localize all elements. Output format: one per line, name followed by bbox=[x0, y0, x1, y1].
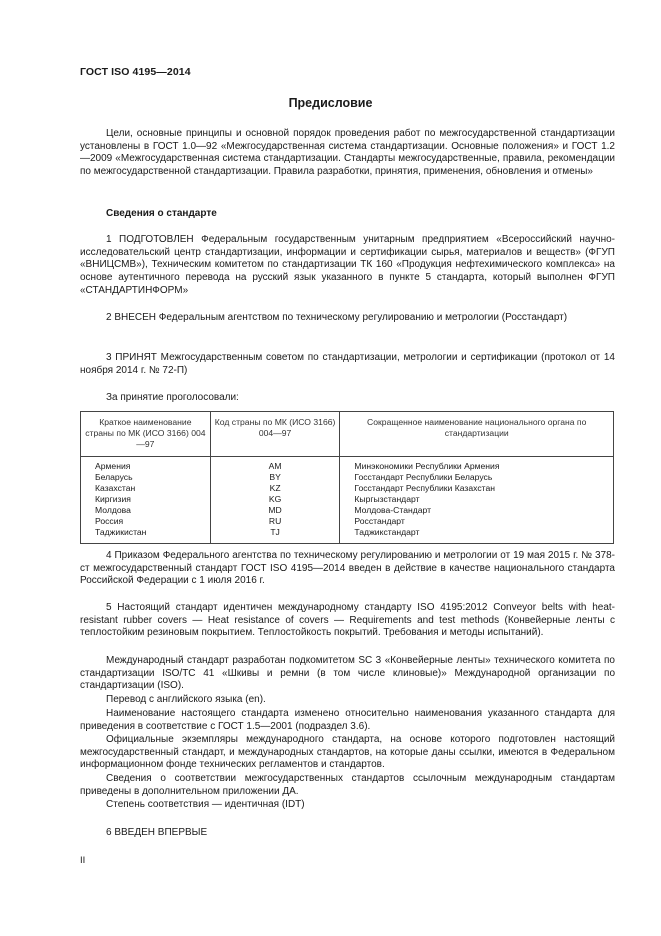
page-title: Предисловие bbox=[288, 96, 373, 110]
national-body-column bbox=[340, 457, 614, 544]
document-code-header: ГОСТ ISO 4195—2014 bbox=[80, 66, 191, 78]
table-cell: Таджикистан bbox=[95, 527, 147, 537]
item-4-paragraph: 4 Приказом Федерального агентства по техническому регулированию и метрологии от 19 мая 2015 г. № 378-ст межгосударственный стандарт ГОСТ ISO 4195—2014 введен в действие в качестве национального стандарта Российской Федерации с 1 июля 2016 г. bbox=[80, 550, 615, 587]
header-national-body: Сокращенное наименование национального органа по стандартизации bbox=[340, 412, 614, 457]
item-5-translation-paragraph: Перевод с английского языка (en). bbox=[106, 694, 266, 705]
page-number: II bbox=[80, 855, 86, 866]
item-5-correspondence-paragraph: Сведения о соответствии межгосударственных стандартов ссылочным международным стандартам приведены в дополнительном приложении ДА. bbox=[80, 773, 615, 797]
item-5-subcommittee-paragraph: Международный стандарт разработан подкомитетом SC 3 «Конвейерные ленты» технического комитета по стандартизации ISO/TC 41 «Шкивы и ремни (в том числе клиновые)» Международной организации по стандартизации (ISO). bbox=[80, 655, 615, 692]
table-cell: MD bbox=[268, 505, 282, 515]
table-cell: Кыргызстандарт bbox=[354, 494, 420, 504]
vote-table bbox=[80, 411, 614, 544]
table-cell: TJ bbox=[270, 527, 280, 537]
header-country-code: Код страны по МК (ИСО 3166) 004—97 bbox=[210, 412, 340, 457]
table-cell: Молдова-Стандарт bbox=[354, 505, 432, 515]
table-cell: Таджикстандарт bbox=[354, 527, 420, 537]
table-cell: Молдова bbox=[95, 505, 131, 515]
vote-table-header-row bbox=[81, 412, 614, 457]
table-cell: KG bbox=[268, 494, 282, 504]
table-cell: Минэкономики Республики Армения bbox=[354, 461, 500, 471]
item-5-degree-paragraph: Степень соответствия — идентичная (IDT) bbox=[106, 799, 305, 810]
section-title: Сведения о стандарте bbox=[106, 208, 217, 219]
header-country-name: Краткое наименование страны по МК (ИСО 3166) 004—97 bbox=[81, 412, 211, 457]
table-cell: BY bbox=[269, 472, 281, 482]
table-cell: KZ bbox=[269, 483, 281, 493]
table-cell: Госстандарт Республики Беларусь bbox=[354, 472, 493, 482]
item-5-name-change-paragraph: Наименование настоящего стандарта изменено относительно наименования указанного стандарта для приведения в соответствие с ГОСТ 1.5—2001 (подраздел 3.6). bbox=[80, 708, 615, 732]
item-3-paragraph: 3 ПРИНЯТ Межгосударственным советом по стандартизации, метрологии и сертификации (протокол от 14 ноября 2014 г. № 72-П) bbox=[80, 352, 615, 376]
item-6-paragraph: 6 ВВЕДЕН ВПЕРВЫЕ bbox=[106, 827, 208, 838]
table-cell: Росстандарт bbox=[354, 516, 405, 526]
item-5-official-copies-paragraph: Официальные экземпляры международного стандарта, на основе которого подготовлен настоящий межгосударственный стандарт, и международных стандартов, на которые даны ссылки, имеются в Федеральном информационном фонде технических регламентов и стандартов. bbox=[80, 734, 615, 771]
table-cell: Казахстан bbox=[95, 483, 136, 493]
table-cell: Киргизия bbox=[95, 494, 131, 504]
table-cell: RU bbox=[268, 516, 282, 526]
table-cell: AM bbox=[268, 461, 282, 471]
item-2-paragraph: 2 ВНЕСЕН Федеральным агентством по техническому регулированию и метрологии (Росстандарт) bbox=[106, 312, 568, 323]
item-1-paragraph: 1 ПОДГОТОВЛЕН Федеральным государственным унитарным предприятием «Всероссийский научно-исследовательский центр стандартизации, информации и сертификации сырья, материалов и веществ» (ФГУП «ВНИЦСМВ»), Техническим комитетом по стандартизации ТК 160 «Продукция нефтехимического комплекса» на основе аутентичного перевода на русский язык указанного в пункте 5 стандарта, который выполнен ФГУП «СТАНДАРТИНФОРМ» bbox=[80, 234, 615, 296]
intro-paragraph: Цели, основные принципы и основной порядок проведения работ по межгосударственной стандартизации установлены в ГОСТ 1.0—92 «Межгосударственная система стандартизации. Основные положения» и ГОСТ 1.2—2009 «Межгосударственная система стандартизации. Стандарты межгосударственные, правила, рекомендации по межгосударственной стандартизации. Правила разработки, принятия, применения, обновления и отмены» bbox=[80, 128, 615, 178]
vote-label: За принятие проголосовали: bbox=[106, 392, 239, 403]
table-cell: Беларусь bbox=[95, 472, 133, 482]
table-cell: Россия bbox=[95, 516, 124, 526]
country-code-column bbox=[210, 457, 340, 544]
table-cell: Госстандарт Республики Казахстан bbox=[354, 483, 495, 493]
vote-table-body bbox=[81, 457, 614, 544]
item-5-paragraph: 5 Настоящий стандарт идентичен международному стандарту ISO 4195:2012 Conveyor belts with heat-resistant rubber covers — Heat resistance of covers — Requirements and test methods (Конвейерные ленты с теплостойким резиновым покрытием. Теплостойкость покрытий. Требования и методы испытаний). bbox=[80, 602, 615, 639]
table-cell: Армения bbox=[95, 461, 131, 471]
country-name-column bbox=[81, 457, 211, 544]
